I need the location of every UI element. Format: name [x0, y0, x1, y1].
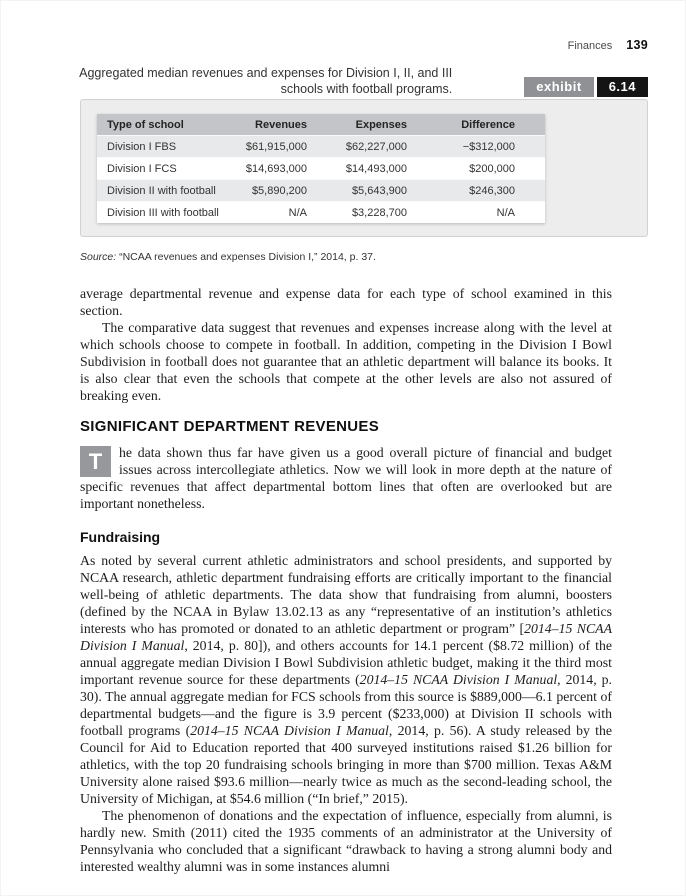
sub-heading-fundraising: Fundraising: [80, 529, 161, 545]
table-cell: Division III with football: [97, 202, 245, 224]
table-cell: $5,643,900: [315, 180, 415, 202]
running-header: [80, 0, 648, 54]
dropcap-letter: T: [80, 446, 111, 477]
table-cell: $14,493,000: [315, 158, 415, 180]
exhibit-caption-line2: schools with football programs.: [280, 82, 453, 96]
table-cell: $200,000: [415, 158, 545, 180]
paragraph-phenomenon: The phenomenon of donations and the expectation of influence, especially from alumni, is hardly new. Smith (2011) cited the 1935 comments of an administrator at the University of Pennsylvania who concluded that a significant “drawback to having a strong alumni body and interested wealthy alumni was in some instances alumni: [80, 808, 612, 874]
exhibit-badge-label: exhibit: [524, 77, 593, 97]
exhibit-caption-line1: Aggregated median revenues and expenses for Division I, II, and III: [79, 66, 453, 80]
exhibit-caption-row: [80, 65, 648, 97]
column-header: Difference: [415, 114, 545, 136]
dropcap-paragraph-text: he data shown thus far have given us a good overall picture of financial and budget issues across intercollegiate athletics. Now we will look in more depth at the nature of specific revenues that affect departmental bottom lines that often are overlooked but are important nonetheless.: [80, 445, 612, 511]
source-label: Source:: [80, 251, 117, 263]
exhibit-table: [97, 114, 545, 223]
source-text: “NCAA revenues and expenses Division I,” 2014, p. 37.: [116, 251, 376, 263]
table-cell: N/A: [245, 202, 315, 224]
table-cell: $61,915,000: [245, 136, 315, 158]
body-text: [80, 285, 612, 875]
exhibit-caption: [79, 65, 452, 97]
table-cell: $14,693,000: [245, 158, 315, 180]
paragraph-fundraising: As noted by several current athletic administrators and school presidents, and supported by NCAA research, athletic department fundraising efforts are critically important to the financial well-being of athletic departments. The data show that fundraising from alumni, boosters (defined by the NCAA in Bylaw 13.02.13 as any “representative of an institution’s athletics interests who has promoted or donated to an athletic department or program” [2014–15 NCAA Division I Manual, 2014, p. 80]), and others accounts for 14.1 percent ($8.72 million) of the annual aggregate median Division I Bowl Subdivision athletic budget, making it the third most important revenue source for these departments (2014–15 NCAA Division I Manual, 2014, p. 30). The annual aggregate median for FCS schools from this source is $889,000—6.1 percent of departmental budgets—and the figure is 3.9 percent ($233,000) at Division II schools with football programs (2014–15 NCAA Division I Manual, 2014, p. 56). A study released by the Council for Aid to Education reported that 400 surveyed institutions raised $1.26 billion for athletics, with the top 20 fundraising schools bringing in more than $700 million. Texas A&M University alone raised $93.6 million—nearly twice as much as the second-leading school, the University of Michigan, at $54.6 million (“In brief,” 2015).: [80, 553, 613, 806]
table-cell: $5,890,200: [245, 180, 315, 202]
table-cell: $246,300: [415, 180, 545, 202]
table-row: [97, 202, 545, 224]
exhibit-badge-number: 6.14: [597, 77, 648, 97]
column-header: Type of school: [97, 114, 245, 136]
paragraph-comparative: The comparative data suggest that revenues and expenses increase along with the level at which schools choose to compete in football. In addition, competing in the Division I Bowl Subdivision in football does not guarantee that an athletic department will balance its books. It is also clear that even the schools that compete at the other levels are also not assured of breaking even.: [80, 320, 612, 403]
running-header-section: Finances: [567, 40, 613, 52]
table-row: [97, 180, 545, 202]
section-heading-revenues: SIGNIFICANT DEPARTMENT REVENUES: [80, 418, 380, 435]
exhibit-panel: [80, 99, 648, 237]
table-cell: Division II with football: [97, 180, 245, 202]
column-header: Revenues: [245, 114, 315, 136]
exhibit-source: [80, 251, 648, 263]
table-row: [97, 158, 545, 180]
table-cell: Division I FBS: [97, 136, 245, 158]
page-number: 139: [626, 38, 648, 52]
table-cell: N/A: [415, 202, 545, 224]
table-cell: −$312,000: [415, 136, 545, 158]
column-header: Expenses: [315, 114, 415, 136]
table-cell: $62,227,000: [315, 136, 415, 158]
table-cell: Division I FCS: [97, 158, 245, 180]
paragraph-continuation: average departmental revenue and expense data for each type of school examined in this section.: [80, 286, 612, 318]
table-cell: $3,228,700: [315, 202, 415, 224]
paragraph-dropcap: [80, 444, 612, 512]
exhibit-badges: [524, 77, 648, 97]
table-header-row: [97, 114, 545, 136]
table-row: [97, 136, 545, 158]
